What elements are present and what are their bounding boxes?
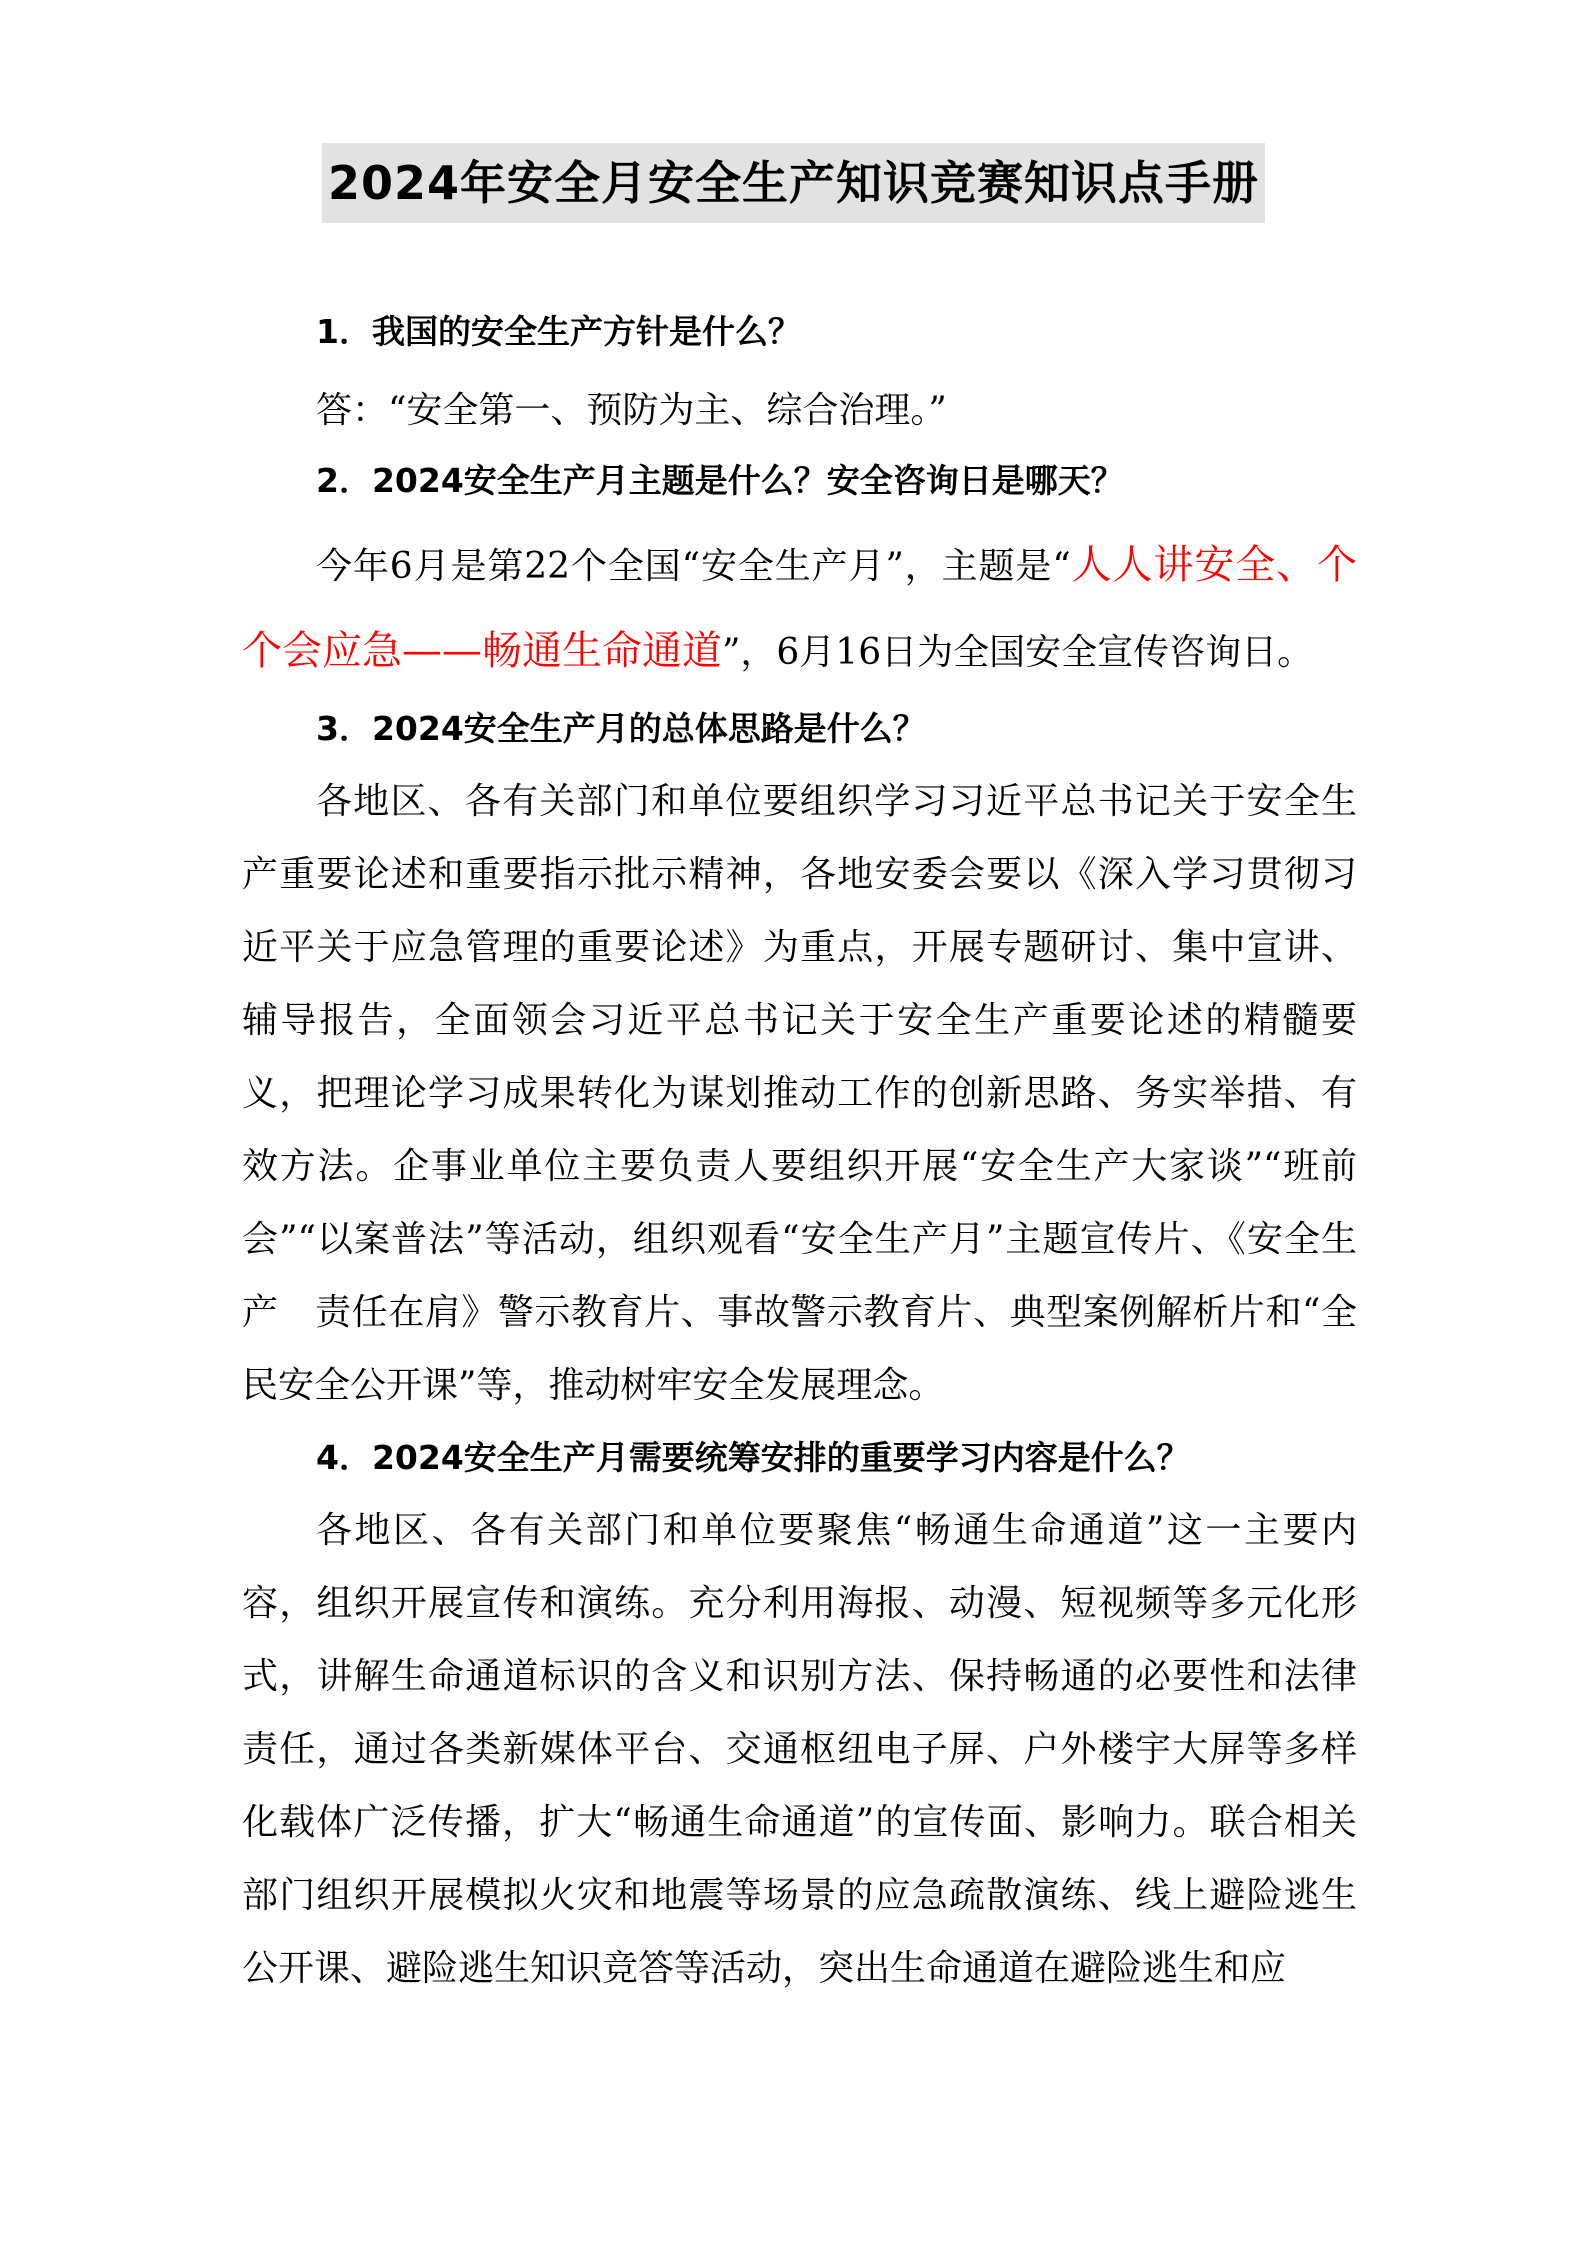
answer-4: 各地区、各有关部门和单位要聚焦“畅通生命通道”这一主要内容，组织开展宣传和演练。充分利用海报、动漫、短视频等多元化形式，讲解生命通道标识的含义和识别方法、保持畅通的必要性和法律责任，通过各类新媒体平台、交通枢纽电子屏、户外楼宇大屏等多样化载体广泛传播，扩大“畅通生命通道”的宣传面、影响力。联合相关部门组织开展模拟火灾和地震等场景的应急疏散演练、线上避险逃生公开课、避险逃生知识竞答等活动，突出生命通道在避险逃生和应 [242, 1510, 1357, 1989]
answer-2 [242, 523, 1357, 695]
document-title: 2024年安全月安全生产知识竞赛知识点手册 [322, 143, 1265, 223]
answer-2-text-end: ”，6月16日为全国安全宣传咨询日。 [722, 632, 1314, 673]
answer-3: 各地区、各有关部门和单位要组织学习习近平总书记关于安全生产重要论述和重要指示批示精神，各地安委会要以《深入学习贯彻习近平关于应急管理的重要论述》为重点，开展专题研讨、集中宣讲、辅导报告，全面领会习近平总书记关于安全生产重要论述的精髓要义，把理论学习成果转化为谋划推动工作的创新思路、务实举措、有效方法。企事业单位主要负责人要组织开展“安全生产大家谈”“班前会”“以案普法”等活动，组织观看“安全生产月”主题宣传片、《安全生产 责任在肩》警示教育片、事故警示教育片、典型案例解析片和“全民安全公开课”等，推动树牢安全发展理念。 [242, 781, 1357, 1406]
answer-2-text-start: 今年6月是第22个全国“安全生产月”，主题是“ [316, 546, 1071, 587]
document-body [242, 300, 1357, 2005]
question-2: 2．2024安全生产月主题是什么？安全咨询日是哪天？ [316, 461, 1124, 500]
question-4: 4．2024安全生产月需要统筹安排的重要学习内容是什么？ [316, 1438, 1190, 1477]
answer-1: 答：“安全第一、预防为主、综合治理。” [316, 390, 947, 431]
title-container [0, 143, 1587, 223]
question-1: 1．我国的安全生产方针是什么？ [316, 312, 801, 351]
question-3: 3．2024安全生产月的总体思路是什么？ [316, 709, 926, 748]
answer-2-theme-highlight: 人人讲安全、个个会应急——畅通生命通道 [242, 542, 1357, 674]
